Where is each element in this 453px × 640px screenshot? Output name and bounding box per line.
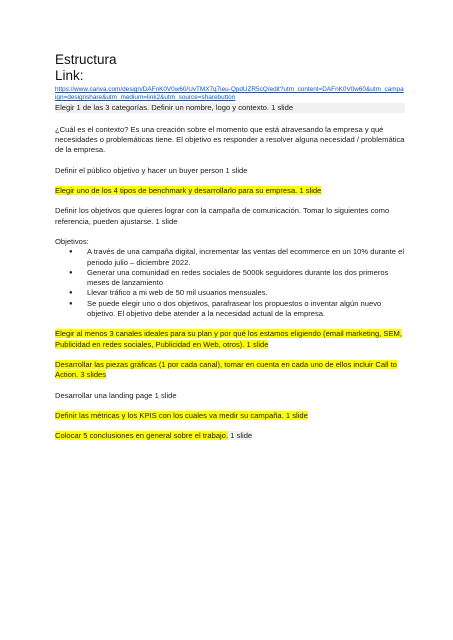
conclusiones-slide-count: 1 slide xyxy=(228,431,253,441)
paragraph-benchmark xyxy=(55,186,405,196)
list-item: ● A través de una campaña digital, incrementar las ventas del ecommerce en un 10% durante el periodo julio – diciembre 2022. xyxy=(87,247,405,268)
paragraph-contexto: ¿Cuál es el contexto? Es una creación sobre el momento que está atravesando la empresa y qué necesidades o problemáticas tiene. El objetivo es responder a resolver alguna necesidad / problemática de la empresa. xyxy=(55,124,405,155)
paragraph-landing-page: Desarrollar una landing page 1 slide xyxy=(55,390,177,400)
highlight-conclusiones: Colocar 5 conclusiones en general sobre el trabajo. xyxy=(55,431,229,441)
highlight-canales: Elegir al menos 3 canales ideales para su plan y por qué los estamos eligiendo (email marketing, SEM, Publicidad en redes sociales, Publicidad en Web, otros). 1 slide xyxy=(55,329,402,349)
objetivos-label: Objetivos: xyxy=(55,236,89,246)
link-label: Link: xyxy=(55,68,84,83)
canva-link[interactable]: https://www.canva.com/design/DAFnK0V0w60/UvTMX7q7ieu-QpdUZR5cQ/edit?utm_content=DAFnK0V0w60&utm_campaign=designshare&utm_medium=link2&utm_source=sharebutton xyxy=(55,86,404,102)
document-page xyxy=(55,52,405,441)
highlight-metricas: Definir las métricas y los KPIS con los cuales va medir su campaña. 1 slide xyxy=(55,410,308,420)
list-item: ● Se puede elegir uno o dos objetivos, parafrasear los propuestos o inventar algún nuevo objetivo. El objetivo debe atender a la necesidad actual de la empresa. xyxy=(87,299,405,320)
highlight-benchmark: Elegir uno de los 4 tipos de benchmark y desarrollarlo para su empresa. 1 slide xyxy=(55,186,322,196)
list-item: ● Generar una comunidad en redes sociales de 5000k seguidores durante los dos primeros meses de lanzamiento xyxy=(87,268,405,289)
paragraph-publico-objetivo: Definir el público objetivo y hacer un buyer person 1 slide xyxy=(55,165,248,175)
paragraph-piezas-graficas xyxy=(55,360,405,381)
document-title: Estructura xyxy=(55,52,117,67)
paragraph-categorias: Elegir 1 de las 3 categorías. Definir un nombre, logo y contexto. 1 slide xyxy=(55,103,405,113)
paragraph-definir-objetivos: Definir los objetivos que quieres lograr con la campaña de comunicación. Tomar lo siguientes como referencia, pueden ajustarse. 1 slide xyxy=(55,206,390,226)
objetivos-list xyxy=(55,247,405,319)
list-item: ● Llevar tráfico a mi web de 50 mil usuarios mensuales. xyxy=(87,288,405,298)
highlight-piezas-graficas: Desarrollar las piezas gráficas (1 por cada canal), tomar en cuenta en cada uno de ellos incluir Call to Action. 3 slides xyxy=(55,359,397,380)
paragraph-metricas xyxy=(55,411,405,421)
paragraph-conclusiones xyxy=(55,431,405,441)
paragraph-canales xyxy=(55,329,405,350)
